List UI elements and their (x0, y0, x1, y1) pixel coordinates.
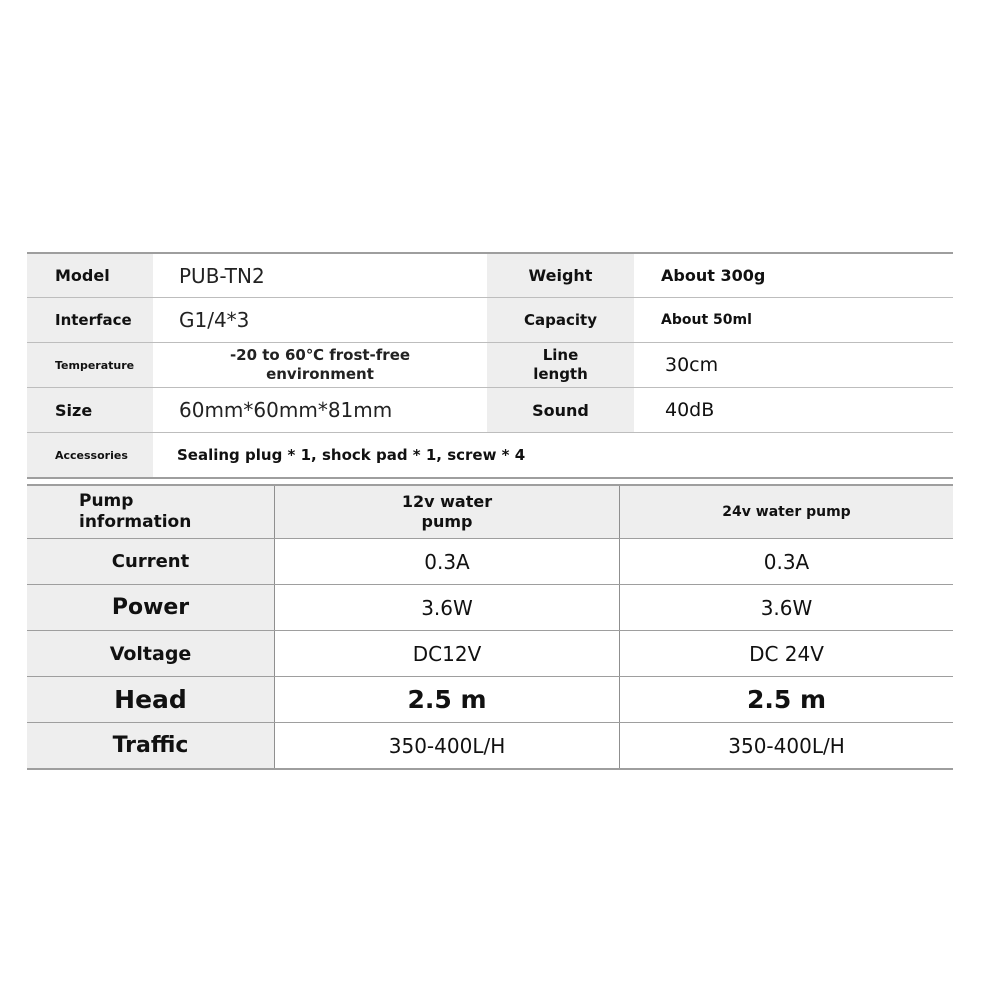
line-length-label (487, 343, 634, 387)
size-label: Size (27, 388, 153, 432)
accessories-value: Sealing plug * 1, shock pad * 1, screw * 4 (177, 446, 526, 464)
spec-row-accessories (27, 432, 953, 479)
interface-value: G1/4*3 (179, 308, 250, 332)
table-row-traffic (27, 722, 953, 768)
spec-row-model (27, 252, 953, 297)
weight-label: Weight (487, 254, 634, 297)
spec-row-temperature (27, 342, 953, 387)
row-label-current: Current (27, 539, 275, 584)
spec-row-interface (27, 297, 953, 342)
table-row-current (27, 538, 953, 584)
col-12v-header (275, 486, 620, 538)
current-24v-value: 0.3A (763, 549, 810, 574)
col-12v-header-line2: pump (421, 512, 473, 531)
capacity-label: Capacity (487, 298, 634, 342)
pump-info-header-line2: information (79, 512, 192, 532)
col-12v-header-line1: 12v water (401, 492, 493, 511)
sound-label: Sound (487, 388, 634, 432)
power-12v-value: 3.6W (275, 585, 620, 630)
voltage-12v-value: DC12V (275, 631, 620, 676)
capacity-value: About 50ml (661, 312, 752, 328)
accessories-label: Accessories (27, 433, 153, 477)
power-24v-value: 3.6W (760, 595, 813, 620)
row-label-head: Head (27, 677, 275, 722)
spec-table (27, 252, 953, 479)
table-row-head (27, 676, 953, 722)
current-12v-value: 0.3A (275, 539, 620, 584)
line-length-label-line2: length (533, 365, 588, 383)
pump-info-header (27, 486, 275, 538)
line-length-label-line1: Line (542, 346, 579, 364)
line-length-value: 30cm (665, 354, 719, 376)
pump-info-header-line1: Pump (79, 491, 134, 511)
temperature-label: Temperature (27, 343, 153, 387)
interface-label: Interface (27, 298, 153, 342)
traffic-12v-value: 350-400L/H (275, 723, 620, 768)
model-label: Model (27, 254, 153, 297)
table-row-power (27, 584, 953, 630)
size-value: 60mm*60mm*81mm (179, 398, 393, 422)
traffic-24v-value: 350-400L/H (728, 733, 845, 758)
pump-info-table (27, 484, 953, 770)
sound-value: 40dB (665, 399, 715, 421)
head-24v-value: 2.5 m (746, 685, 827, 714)
row-label-voltage: Voltage (27, 631, 275, 676)
table-row-voltage (27, 630, 953, 676)
model-value: PUB-TN2 (179, 263, 265, 288)
head-12v-value: 2.5 m (275, 677, 620, 722)
spec-row-size (27, 387, 953, 432)
row-label-traffic: Traffic (27, 723, 275, 768)
weight-value: About 300g (661, 266, 766, 285)
voltage-24v-value: DC 24V (749, 641, 824, 666)
pump-table-header (27, 486, 953, 538)
row-label-power: Power (27, 585, 275, 630)
temperature-value-line2: environment (266, 365, 374, 383)
col-24v-header: 24v water pump (722, 504, 851, 520)
temperature-value (153, 343, 487, 387)
temperature-value-line1: -20 to 60℃ frost-free (229, 346, 411, 364)
